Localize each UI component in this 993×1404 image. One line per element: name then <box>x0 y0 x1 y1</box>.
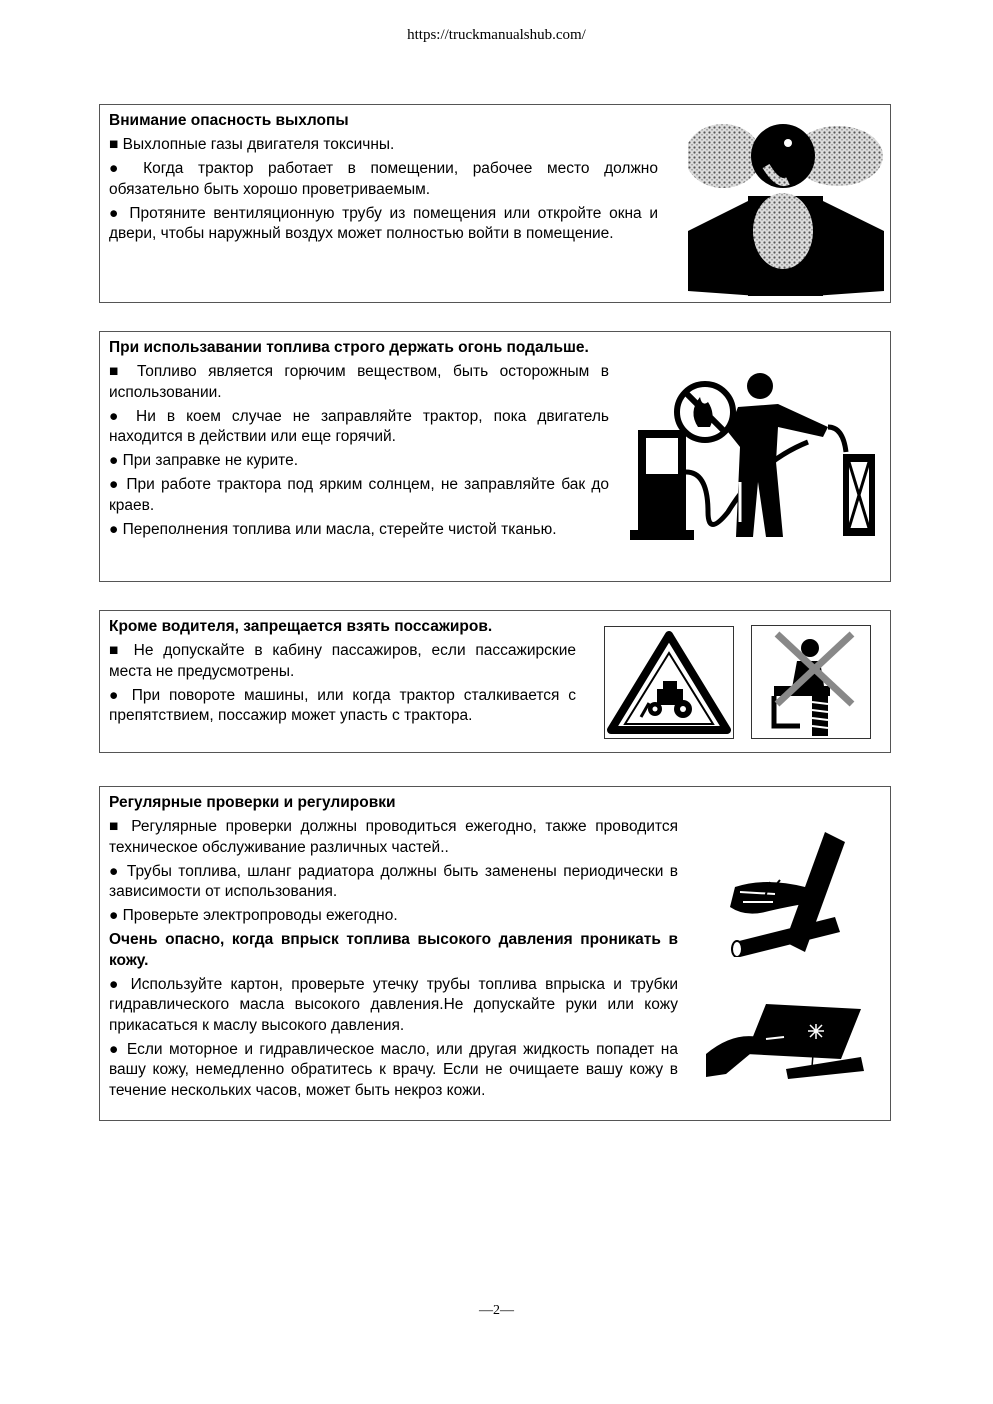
paragraph: ● Когда трактор работает в помещении, рабочее место должно обязательно быть хорошо проветриваемым. <box>109 160 658 198</box>
page-url-header: https://truckmanualshub.com/ <box>407 27 586 43</box>
tractor-warning-frame <box>604 626 734 739</box>
paragraph: ● Трубы топлива, шланг радиатора должны быть заменены периодически в зависимости от использования. <box>109 862 678 900</box>
paragraph: ● Используйте картон, проверьте утечку трубы топлива впрыска и трубки гидравлического масла высокого давления.Не допускайте руки или кожу прикасаться к маслу высокого давления. <box>109 975 678 1034</box>
section-title: При использавании топлива строго держать огонь подальше. <box>109 339 589 356</box>
section-text <box>109 617 576 730</box>
paragraph: ● Переполнения топлива или масла, стерейте чистой тканью. <box>109 520 557 538</box>
paragraph: ● Проверьте электропроводы ежегодно. <box>109 907 398 924</box>
tractor-warning-triangle-icon <box>605 627 733 738</box>
inspections-section <box>99 786 891 1121</box>
paragraph: ■ Не допускайте в кабину пассажиров, если пассажирские места не предусмотрены. <box>109 642 576 680</box>
no-passenger-icon <box>752 626 870 738</box>
section-title: Регулярные проверки и регулировки <box>109 794 396 811</box>
no-fire-refueling-icon <box>628 372 880 542</box>
paragraph: ● Ни в коем случае не заправляйте трактор, пока двигатель находится в действии или еще горячий. <box>109 407 609 445</box>
high-pressure-hand-injury-icon <box>725 832 865 957</box>
fuel-fire-section <box>99 331 891 582</box>
page-number: —2— <box>479 1303 514 1318</box>
exhaust-fumes-warning-icon <box>688 121 884 296</box>
section-title: Внимание опасность выхлопы <box>109 112 349 129</box>
paragraph: ● При повороте машины, или когда трактор сталкивается с препятствием, поссажир может упасть с трактора. <box>109 686 576 724</box>
paragraph: ■ Регулярные проверки должны проводиться ежегодно, также проводится техническое обслуживание различных частей.. <box>109 818 678 856</box>
section-text <box>109 338 609 544</box>
paragraph: ● Протяните вентиляционную трубу из помещения или откройте окна и двери, чтобы наружный воздух может полностью войти в помещение. <box>109 204 658 242</box>
paragraph: ● Если моторное и гидравлическое масло, или другая жидкость попадет на вашу кожу, немедленно обратитесь к врачу. Если не очищаете вашу кожу в течение нескольких часов, может быть некроз кожи. <box>109 1040 678 1099</box>
section-title: Кроме водителя, запрещается взять поссажиров. <box>109 618 493 635</box>
cardboard-leak-check-icon <box>706 999 866 1079</box>
paragraph: ● При заправке не курите. <box>109 452 299 469</box>
no-passenger-frame <box>751 625 871 739</box>
section-text <box>109 111 658 248</box>
exhaust-warning-section <box>99 104 891 303</box>
paragraph: ■ Выхлопные газы двигателя токсичны. <box>109 136 395 153</box>
paragraph: ● При работе трактора под ярким солнцем, не заправляйте бак до краев. <box>109 476 609 514</box>
section-subtitle: Очень опасно, когда впрыск топлива высокого давления проникать в кожу. <box>109 931 678 969</box>
paragraph: ■ Топливо является горючим веществом, быть осторожным в использовании. <box>109 363 609 401</box>
section-text <box>109 793 678 1105</box>
no-passengers-section <box>99 610 891 753</box>
